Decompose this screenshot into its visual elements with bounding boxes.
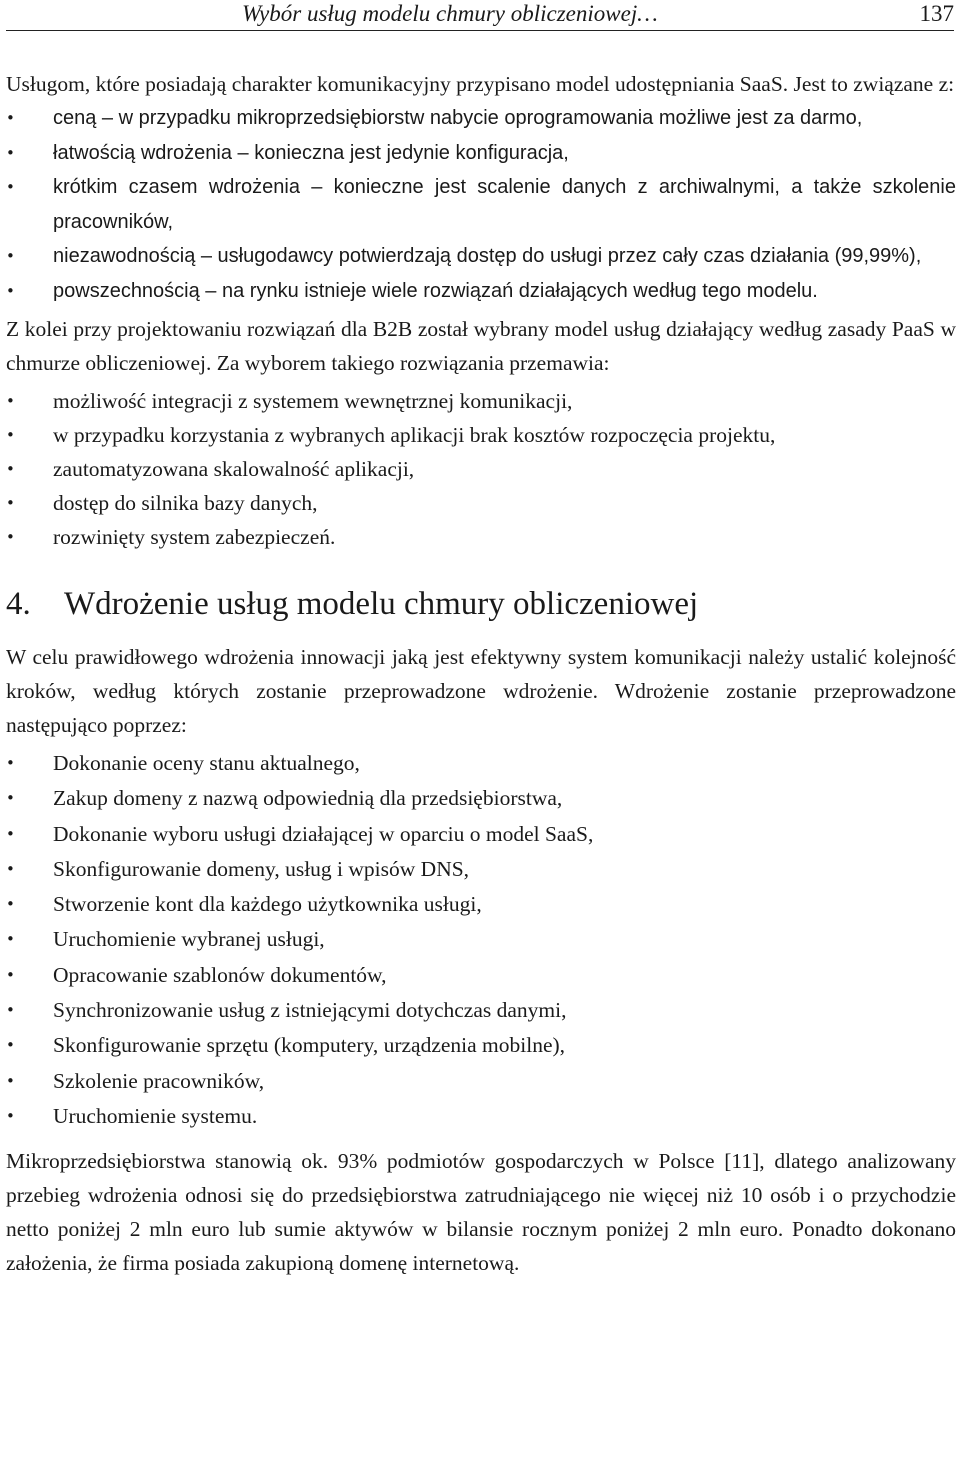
- list-item: • Skonfigurowanie domeny, usług i wpisów DNS,: [6, 852, 956, 887]
- list-item: • Dokonanie wyboru usługi działającej w oparciu o model SaaS,: [6, 817, 956, 852]
- list-item: • Skonfigurowanie sprzętu (komputery, urządzenia mobilne),: [6, 1028, 956, 1063]
- list-item: • zautomatyzowana skalowalność aplikacji,: [6, 452, 956, 486]
- list-item: • Synchronizowanie usług z istniejącymi dotychczas danymi,: [6, 993, 956, 1028]
- list-item: • Szkolenie pracowników,: [6, 1064, 956, 1099]
- bullet-icon: •: [6, 460, 15, 478]
- bullet-icon: •: [6, 528, 15, 546]
- bullet-icon: •: [6, 824, 15, 843]
- bullet-icon: •: [6, 895, 15, 914]
- bullet-icon: •: [6, 1001, 15, 1020]
- list-item: • Opracowanie szablonów dokumentów,: [6, 958, 956, 993]
- page-header: [6, 0, 954, 31]
- saas-reasons-list: [6, 101, 956, 308]
- bullet-icon: •: [6, 281, 15, 300]
- bullet-icon: •: [6, 754, 15, 772]
- list-item: • Uruchomienie systemu.: [6, 1099, 956, 1134]
- section-intro-paragraph: W celu prawidłowego wdrożenia innowacji jaką jest efektywny system komunikacji należy ustalić kolejność kroków, według których zostanie przeprowadzone wdrożenie. Wdrożenie zostanie przeprowadzone następująco poprzez:: [6, 645, 956, 737]
- bullet-icon: •: [6, 859, 15, 878]
- bullet-icon: •: [6, 1036, 15, 1055]
- bullet-icon: •: [6, 1106, 15, 1125]
- list-item: • Stworzenie kont dla każdego użytkownika usługi,: [6, 887, 956, 922]
- list-item: • rozwinięty system zabezpieczeń.: [6, 520, 956, 554]
- list-item: • łatwością wdrożenia – konieczna jest jedynie konfiguracja,: [6, 136, 956, 171]
- list-item: • możliwość integracji z systemem wewnętrznej komunikacji,: [6, 384, 956, 418]
- implementation-steps-list: [6, 746, 956, 1134]
- section-heading: [6, 582, 956, 626]
- section-number: 4.: [6, 586, 31, 622]
- intro-paragraph: Usługom, które posiadają charakter komunikacyjny przypisano model udostępniania SaaS. Jest to związane z:: [6, 72, 955, 96]
- bullet-icon: •: [6, 1071, 15, 1090]
- running-title: Wybór usług modelu chmury obliczeniowej…: [242, 1, 658, 26]
- b2b-paragraph: Z kolei przy projektowaniu rozwiązań dla B2B został wybrany model usług działający według zasady PaaS w chmurze obliczeniowej. Za wyborem takiego rozwiązania przemawia:: [6, 317, 956, 375]
- list-item: • Dokonanie oceny stanu aktualnego,: [6, 746, 956, 781]
- list-item: • niezawodnością – usługodawcy potwierdzają dostęp do usługi przez cały czas działania (99,99%),: [6, 239, 956, 274]
- closing-paragraph: Mikroprzedsiębiorstwa stanowią ok. 93% podmiotów gospodarczych w Polsce [11], dlatego analizowany przebieg wdrożenia odnosi się do przedsiębiorstwa zatrudniającego nie więcej niż 10 osób i o przychodzie netto poniżej 2 mln euro lub sumie aktywów w bilansie rocznym poniżej 2 mln euro. Ponadto dokonano założenia, że firma posiada zakupioną domenę internetową.: [6, 1149, 956, 1276]
- bullet-icon: •: [6, 789, 15, 808]
- bullet-icon: •: [6, 426, 15, 444]
- bullet-icon: •: [6, 965, 15, 984]
- list-item: • dostęp do silnika bazy danych,: [6, 486, 956, 520]
- bullet-icon: •: [6, 494, 15, 512]
- bullet-icon: •: [6, 109, 15, 127]
- bullet-icon: •: [6, 930, 15, 949]
- bullet-icon: •: [6, 178, 15, 196]
- bullet-icon: •: [6, 143, 15, 162]
- bullet-icon: •: [6, 392, 15, 410]
- page-content: [6, 67, 956, 1280]
- list-item: • krótkim czasem wdrożenia – konieczne jest scalenie danych z archiwalnymi, a także szkolenie pracowników,: [6, 170, 956, 239]
- list-item: • Uruchomienie wybranej usługi,: [6, 922, 956, 957]
- list-item: • Zakup domeny z nazwą odpowiednią dla przedsiębiorstwa,: [6, 781, 956, 816]
- bullet-icon: •: [6, 247, 15, 265]
- section-title: Wdrożenie usług modelu chmury obliczeniowej: [64, 586, 699, 622]
- page-number: 137: [919, 1, 954, 26]
- paas-reasons-list: [6, 384, 956, 554]
- list-item: • powszechnością – na rynku istnieje wiele rozwiązań działających według tego modelu.: [6, 274, 956, 309]
- list-item: • ceną – w przypadku mikroprzedsiębiorstw nabycie oprogramowania możliwe jest za darmo,: [6, 101, 956, 136]
- list-item: • w przypadku korzystania z wybranych aplikacji brak kosztów rozpoczęcia projektu,: [6, 418, 956, 452]
